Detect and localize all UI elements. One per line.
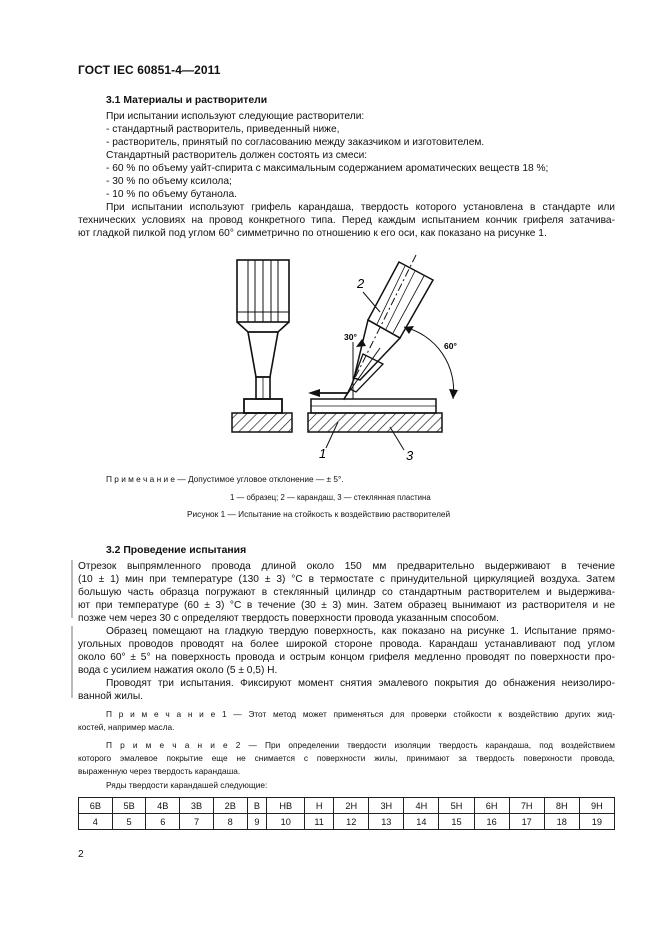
grade-cell: 5H [439,798,474,814]
number-cell: 12 [334,814,369,830]
section-3-2-heading: 3.2 Проведение испытания [106,545,247,556]
text-line: - 30 % по объему ксилола; [106,176,232,187]
text-line: Отрезок выпрямленного провода длиной около 150 мм предварительно выдерживают в течение [78,561,615,572]
grade-cell: 6B [79,798,113,814]
revision-mark [71,560,73,618]
grade-cell: 6H [474,798,509,814]
note-2-line: которого эмалевое покрытие еще не снимается с поверхности жилы, принимают за твердость поверхности провода, [78,753,615,763]
grade-cell: HB [267,798,305,814]
angle-60-label: 60° [444,341,457,351]
text-line: - стандартный растворитель, приведенный ниже, [106,124,340,135]
grade-cell: 2H [334,798,369,814]
grade-cell: B [247,798,267,814]
angle-30-label: 30° [344,332,357,342]
number-cell: 17 [509,814,544,830]
arc-arrow [449,389,458,399]
grade-cell: 9H [579,798,614,814]
text-line: (10 ± 1) мин при температуре (130 ± 3) °С в термостате с принудительной циркуляцией воздуха. Затем [78,574,615,585]
figure-label-1: 1 [319,446,327,461]
text-line: При испытании используют следующие растворители: [106,111,365,122]
number-cell: 11 [305,814,334,830]
note-1-line: П р и м е ч а н и е 1 — Этот метод может применяться для проверки стойкости к воздействию других жид- [106,709,615,719]
pencil-front-view [237,260,289,413]
section-3-1-heading: 3.1 Материалы и растворители [106,95,268,106]
note-2-line: П р и м е ч а н и е 2 — При определении твердости изоляции твердость карандаша, под воздействием [106,740,615,750]
text-line: технических условиях на провод конкретного типа. Перед каждым испытанием кончик грифеля затачива- [78,215,615,226]
text-line: ют при температуре (60 ± 3) °С в течение (30 ± 3) мин. Затем образец вынимают из растворителя и не [78,600,615,611]
grade-cell: 7H [509,798,544,814]
pencil-hardness-table [78,797,615,830]
number-cell: 19 [579,814,614,830]
figure-note: П р и м е ч а н и е — Допустимое угловое отклонение — ± 5°. [106,474,344,484]
text-line: вода с усилием нажатия около (5 ± 0,5) Н. [78,665,278,676]
text-line: - 60 % по объему уайт-спирита с максимальным содержанием ароматических веществ 18 %; [106,163,549,174]
text-line: При испытании используют грифель карандаша, твердость которого установлена в стандарте или [106,202,615,213]
arc-arrow [356,339,366,347]
table-row [79,798,615,814]
number-cell: 10 [267,814,305,830]
text-line: большую часть образца погружают в стеклянный цилиндр со стандартным растворителем и выдержива- [78,587,615,598]
grade-cell: 3H [369,798,404,814]
number-cell: 15 [439,814,474,830]
grade-cell: 8H [544,798,579,814]
page-number: 2 [78,849,84,860]
grade-cell: 5B [112,798,146,814]
number-cell: 8 [213,814,247,830]
number-cell: 9 [247,814,267,830]
grade-cell: H [305,798,334,814]
number-cell: 4 [79,814,113,830]
figure-caption: Рисунок 1 — Испытание на стойкость к воздействию растворителей [187,509,451,519]
figure-legend: 1 — образец; 2 — карандаш, 3 — стеклянная пластина [230,493,431,502]
number-cell: 7 [180,814,214,830]
text-line: позже чем через 30 с определяют твердость поверхности провода указанным способом. [78,613,499,624]
number-cell: 6 [146,814,180,830]
number-cell: 13 [369,814,404,830]
table-intro: Ряды твердости карандашей следующие: [106,780,268,790]
grade-cell: 2B [213,798,247,814]
grade-cell: 3B [180,798,214,814]
direction-arrow [308,389,348,397]
note-1-line: костей, например масла. [78,722,175,732]
text-line: Проводят три испытания. Фиксируют момент снятия эмалевого покрытия до обнажения неизолиро- [106,678,615,689]
number-cell: 5 [112,814,146,830]
text-line: ванной жилы. [78,691,144,702]
number-cell: 14 [404,814,439,830]
table-row [79,814,615,830]
glass-plate-right [308,413,442,432]
figure-label-2: 2 [357,276,365,291]
number-cell: 18 [544,814,579,830]
text-line: угольных проводов проводят на более широкой стороне провода. Карандаш устанавливают под углом [78,639,615,650]
number-cell: 16 [474,814,509,830]
document-header: ГОСТ IEC 60851-4—2011 [78,63,221,77]
note-2-line: выраженную через твердость карандаша. [78,766,241,776]
figure-label-3: 3 [406,448,414,463]
text-line: - растворитель, принятый по согласованию между заказчиком и изготовителем. [106,137,485,148]
text-line: - 10 % по объему бутанола. [106,189,237,200]
text-line: Образец помещают на гладкую твердую поверхность, как показано на рисунке 1. Испытание прямо- [106,626,615,637]
figure-1-drawing [220,252,457,464]
text-line: около 60° ± 5° на поверхность провода и острым концом грифеля медленно проводят по поверхности про- [78,652,615,663]
text-line: Стандартный растворитель должен состоять из смеси: [106,150,368,161]
text-line: ют гладкой пилкой под углом 60° симметрично по отношению к его оси, как показано на рисунке 1. [78,228,547,239]
glass-plate-left [232,413,292,432]
grade-cell: 4H [404,798,439,814]
grade-cell: 4B [146,798,180,814]
revision-mark [71,626,73,698]
